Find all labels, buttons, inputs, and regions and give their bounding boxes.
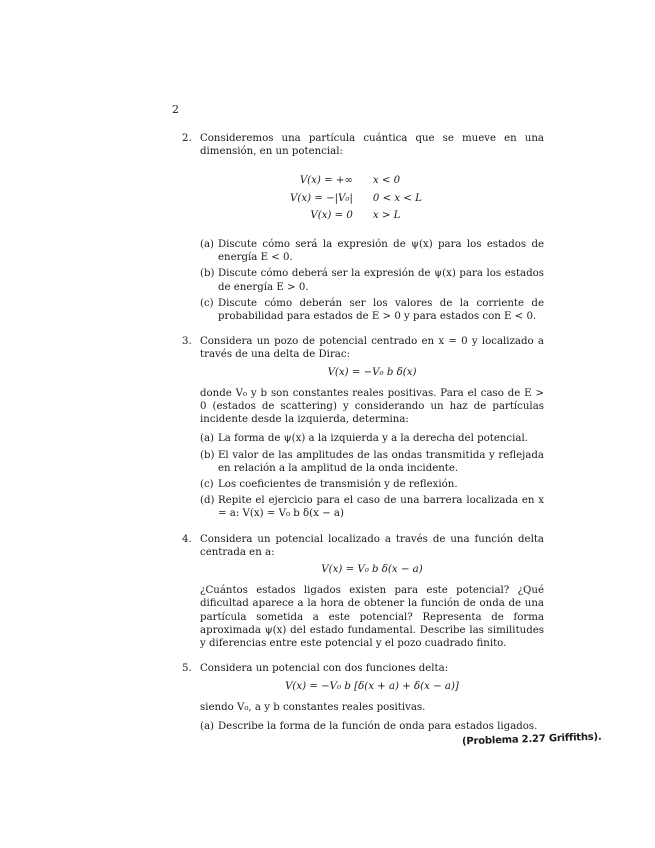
equation: V(x) = V₀ b δ(x − a) xyxy=(321,564,423,576)
subitem-list xyxy=(200,720,544,733)
problem-intro: Considera un potencial localizado a través de una función delta centrada en a: xyxy=(200,533,544,558)
subitem-text: Discute cómo será la expresión de ψ(x) para los estados de energía E < 0. xyxy=(218,239,544,264)
subitem-label: (c) xyxy=(200,297,214,309)
subitem-text: Discute cómo deberán ser los valores de la corriente de probabilidad para estados de E > 0 y para estados con E < 0. xyxy=(218,297,544,323)
equation-lhs: V(x) = −|V₀| xyxy=(290,192,353,204)
potential-equations xyxy=(290,172,422,224)
subitem xyxy=(200,494,544,520)
problem-body: siendo V₀, a y b constantes reales positivas. xyxy=(200,701,426,713)
problem-intro: Consideremos una partícula cuántica que se mueve en una dimensión, en un potencial: xyxy=(200,133,544,158)
subitem xyxy=(200,238,544,264)
subitem-label: (a) xyxy=(200,720,215,732)
subitem-list xyxy=(200,238,544,323)
equation-condition: x < 0 xyxy=(372,175,401,187)
problem-4 xyxy=(182,533,544,651)
subitem xyxy=(200,449,544,475)
subitem-text: Los coeficientes de transmisión y de reflexión. xyxy=(218,479,458,491)
subitem-label: (b) xyxy=(200,268,215,280)
problem-2 xyxy=(182,132,544,323)
problem-number: 5. xyxy=(182,663,192,675)
subitem xyxy=(200,297,544,323)
problem-number: 2. xyxy=(182,133,192,144)
equation: V(x) = −V₀ b [δ(x + a) + δ(x − a)] xyxy=(285,680,459,692)
subitem-text: Repite el ejercicio para el caso de una barrera localizada en x = a: V(x) = V₀ b δ(x − a) xyxy=(218,495,544,520)
problem-5 xyxy=(182,662,544,733)
subitem-label: (b) xyxy=(200,449,215,461)
subitem xyxy=(200,720,544,733)
equation-lhs: V(x) = +∞ xyxy=(299,175,353,187)
subitem xyxy=(200,267,544,293)
problem-number: 3. xyxy=(182,336,192,348)
problem-3 xyxy=(182,335,544,520)
subitem-label: (a) xyxy=(200,239,215,251)
problem-body: donde V₀ y b son constantes reales positivas. Para el caso de E > 0 (estados de scattering) y considerando un haz de partículas incidente desde la izquierda, determina: xyxy=(200,387,544,426)
problem-intro: Considera un pozo de potencial centrado en x = 0 y localizado a través de una delta de Dirac: xyxy=(200,336,544,361)
problem-body: ¿Cuántos estados ligados existen para este potencial? ¿Qué dificultad aparece a la hora de obtener la función de onda de una partícula sometida a este potencial? Representa de forma aproximada ψ(x) del estado fundamental. Describe las similitudes y diferencias entre este potencial y el pozo cuadrado finito. xyxy=(200,585,544,650)
subitem-text: Discute cómo deberá ser la expresión de ψ(x) para los estados de energía E > 0. xyxy=(218,268,544,293)
subitem xyxy=(200,478,544,491)
subitem xyxy=(200,432,544,445)
subitem-text: La forma de ψ(x) a la izquierda y a la derecha del potencial. xyxy=(218,433,528,445)
problem-intro: Considera un potencial con dos funciones delta: xyxy=(200,663,449,675)
problem-list xyxy=(182,132,544,745)
subitem-label: (a) xyxy=(200,433,215,445)
subitem-label: (c) xyxy=(200,479,214,491)
equation-condition: 0 < x < L xyxy=(372,192,422,204)
subitem-label: (d) xyxy=(200,495,215,507)
problem-number: 4. xyxy=(182,533,192,545)
equation-lhs: V(x) = 0 xyxy=(310,209,353,221)
equation-row xyxy=(290,190,422,207)
equation: V(x) = −V₀ b δ(x) xyxy=(327,366,417,378)
subitem-list xyxy=(200,432,544,520)
handwritten-note: (Problema 2.27 Griffiths). xyxy=(461,731,602,748)
equation-condition: x > L xyxy=(372,209,401,221)
page-number: 2 xyxy=(172,103,179,116)
equation-row xyxy=(290,172,422,189)
subitem-text: Describe la forma de la función de onda para estados ligados. xyxy=(218,720,538,732)
equation-row xyxy=(290,207,422,224)
subitem-text: El valor de las amplitudes de las ondas transmitida y reflejada en relación a la amplitud de la onda incidente. xyxy=(218,449,544,474)
